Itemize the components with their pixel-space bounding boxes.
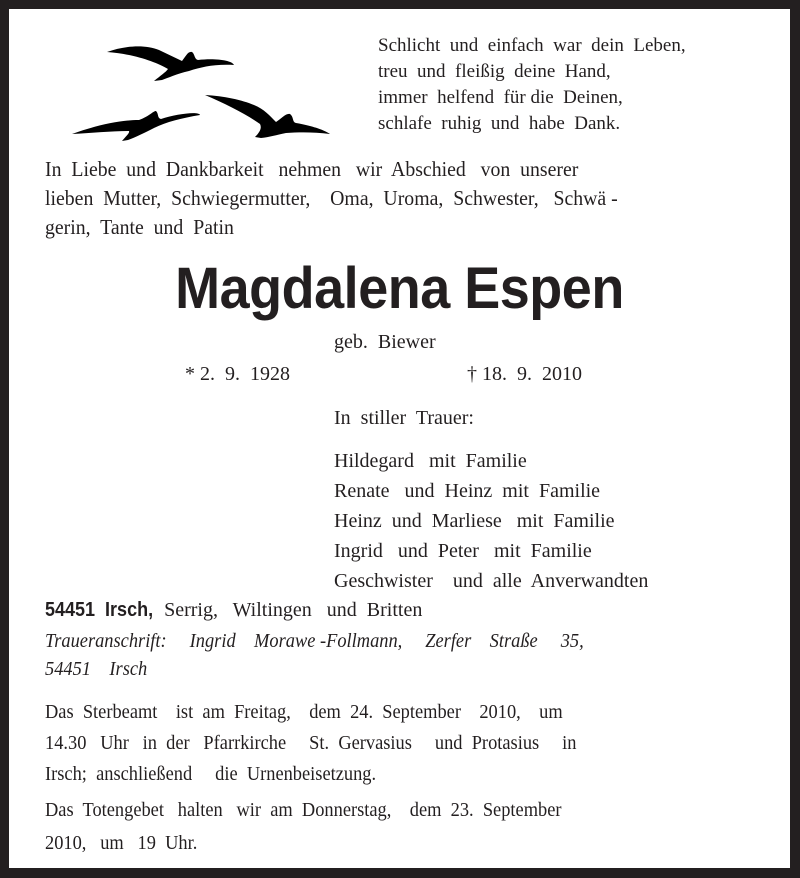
obituary-page [9, 9, 790, 868]
mourner-line: Renate und Heinz mit Familie [334, 480, 601, 502]
mourning-address [45, 627, 584, 683]
funeral-mass-notice [45, 697, 577, 790]
prayer-notice [45, 794, 562, 860]
intro-line: In Liebe und Dankbarkeit nehmen wir Abschied von unserer [45, 157, 579, 181]
intro-line: gerin, Tante und Patin [45, 215, 234, 239]
deceased-name: Magdalena Espen [175, 256, 624, 321]
place-other-towns: Serrig, Wiltingen und Britten [159, 599, 423, 621]
mourner-line: Geschwister und alle Anverwandten [334, 570, 649, 592]
place-postal-town: 54451 Irsch, [45, 599, 154, 621]
mourners-list [334, 446, 648, 596]
verse-line: schlafe ruhig und habe Dank. [378, 113, 621, 134]
mass-line: Das Sterbeamt ist am Freitag, dem 24. September 2010, um [45, 701, 563, 723]
verse-line: Schlicht und einfach war dein Leben, [378, 35, 686, 56]
mourner-line: Hildegard mit Familie [334, 450, 527, 472]
address-line: Traueranschrift: Ingrid Morawe -Follmann, Zerfer Straße 35, [45, 630, 584, 652]
mourners-heading: In stiller Trauer: [334, 407, 474, 429]
address-line: 54451 Irsch [45, 658, 148, 680]
intro-paragraph [45, 155, 713, 242]
verse-line: treu und fleißig deine Hand, [378, 61, 611, 82]
mass-line: 14.30 Uhr in der Pfarrkirche St. Gervasius und Protasius in [45, 732, 577, 754]
verse-line: immer helfend für die Deinen, [378, 87, 623, 108]
birth-date: * 2. 9. 1928 [185, 363, 290, 385]
intro-line: lieben Mutter, Schwiegermutter, Oma, Uroma, Schwester, Schwä - [45, 186, 618, 210]
mourner-line: Heinz und Marliese mit Familie [334, 510, 615, 532]
maiden-name: geb. Biewer [334, 331, 436, 353]
memorial-verse [378, 33, 686, 137]
mass-line: Irsch; anschließend die Urnenbeisetzung. [45, 763, 377, 785]
flying-birds-icon [64, 34, 334, 154]
prayer-line: 2010, um 19 Uhr. [45, 832, 198, 854]
place-line [45, 599, 422, 622]
death-date: † 18. 9. 2010 [467, 363, 582, 385]
prayer-line: Das Totengebet halten wir am Donnerstag, dem 23. September [45, 799, 562, 821]
mourner-line: Ingrid und Peter mit Familie [334, 540, 592, 562]
